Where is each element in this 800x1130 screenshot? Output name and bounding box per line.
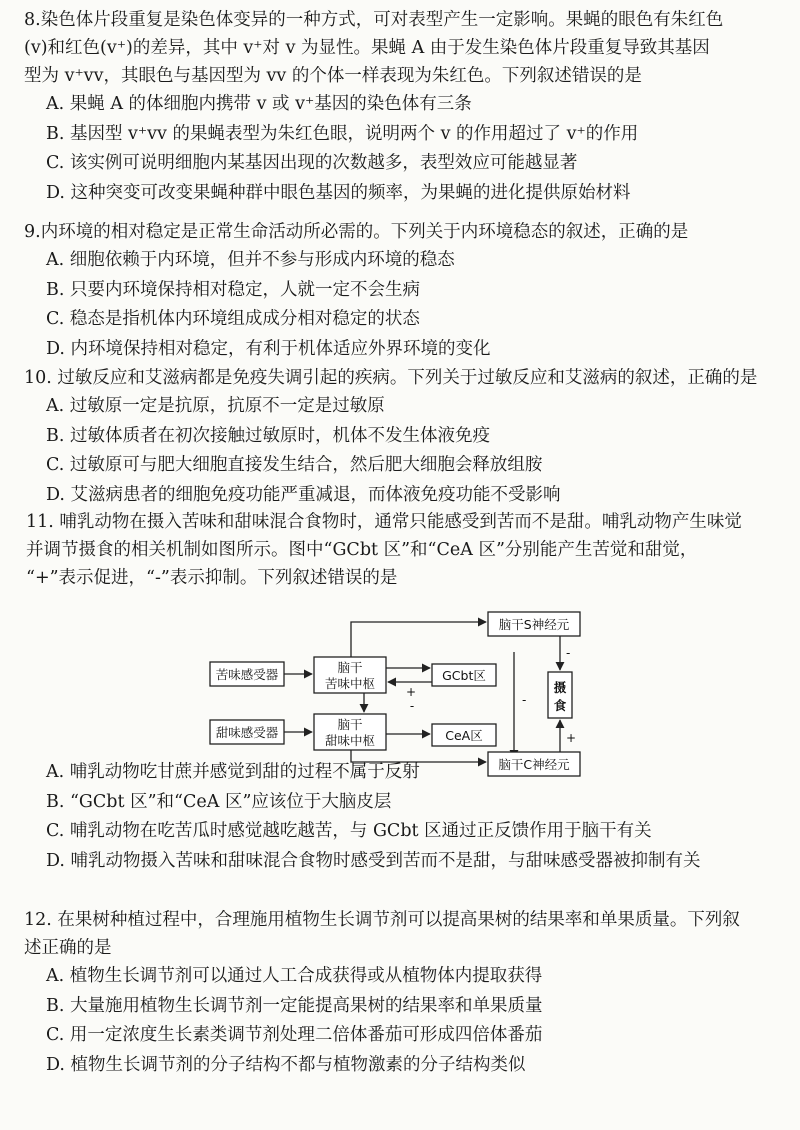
option-b[interactable]: B. 只要内环境保持相对稳定，人就一定不会生病 (46, 279, 420, 300)
option-b[interactable]: B. 过敏体质者在初次接触过敏原时，机体不发生体液免疫 (46, 425, 490, 446)
option-b[interactable]: B. 基因型 v⁺vv 的果蝇表型为朱红色眼，说明两个 v 的作用超过了 v⁺的作用 (46, 123, 639, 144)
option-d[interactable]: D. 艾滋病患者的细胞免疫功能严重减退，而体液免疫功能不受影响 (46, 484, 561, 505)
option-a[interactable]: A. 哺乳动物吃甘蔗并感觉到甜的过程不属于反射 (46, 762, 420, 782)
option-c[interactable]: C. 该实例可说明细胞内某基因出现的次数越多，表型效应可能越显著 (46, 153, 578, 173)
option-b[interactable]: B. “GCbt 区”和“CeA 区”应该位于大脑皮层 (46, 791, 392, 812)
option-a[interactable]: A. 果蝇 A 的体细胞内携带 v 或 v⁺基因的染色体有三条 (46, 94, 472, 114)
s-neuron-label: 脑干S神经元 (498, 617, 570, 632)
option-list (24, 90, 784, 208)
option-d[interactable]: D. 内环境保持相对稳定，有利于机体适应外界环境的变化 (46, 338, 491, 359)
question-stem (24, 364, 784, 392)
stem-line: 9.内环境的相对稳定是正常生命活动所必需的。下列关于内环境稳态的叙述，正确的是 (24, 222, 689, 242)
feeding-label-2: 食 (553, 698, 567, 713)
option-c[interactable]: C. 哺乳动物在吃苦瓜时感觉越吃越苦，与 GCbt 区通过正反馈作用于脑干有关 (46, 821, 652, 841)
stem-line: 并调节摄食的相关机制如图所示。图中“GCbt 区”和“CeA 区”分别能产生苦觉和甜觉， (26, 540, 698, 560)
option-list (24, 392, 784, 510)
question-9 (24, 218, 784, 364)
arrow-bitter-to-s (351, 622, 486, 657)
option-b[interactable]: B. 大量施用植物生长调节剂一定能提高果树的结果率和单果质量 (46, 995, 543, 1016)
option-d[interactable]: D. 哺乳动物摄入苦味和甜味混合食物时感受到苦而不是甜，与甜味感受器被抑制有关 (46, 850, 701, 871)
cea-label: CeA区 (445, 728, 483, 743)
stem-line: 12. 在果树种植过程中，合理施用植物生长调节剂可以提高果树的结果率和单果质量。下列叙 (24, 910, 740, 930)
stem-line: 8.染色体片段重复是染色体变异的一种方式，可对表型产生一定影响。果蝇的眼色有朱红色 (24, 10, 724, 30)
option-a[interactable]: A. 植物生长调节剂可以通过人工合成获得或从植物体内提取获得 (46, 966, 543, 986)
stem-line: (v)和红色(v⁺)的差异，其中 v⁺对 v 为显性。果蝇 A 由于发生染色体片段重复导致其基因 (24, 38, 710, 58)
question-12 (24, 906, 784, 1080)
sweet-center-label-2: 甜味中枢 (324, 733, 376, 748)
question-stem (24, 906, 784, 962)
minus-sign: - (409, 699, 415, 713)
gcbt-label: GCbt区 (442, 668, 486, 683)
question-stem (24, 218, 784, 246)
option-c[interactable]: C. 过敏原可与肥大细胞直接发生结合，然后肥大细胞会释放组胺 (46, 455, 543, 475)
question-stem (24, 508, 784, 592)
diagram-svg (196, 612, 596, 788)
minus-sign: - (522, 693, 527, 707)
bitter-receptor-label: 苦味感受器 (215, 667, 279, 682)
bitter-center-label-2: 苦味中枢 (324, 676, 376, 691)
option-a[interactable]: A. 细胞依赖于内环境，但并不参与形成内环境的稳态 (46, 250, 455, 270)
plus-sign: + (566, 731, 577, 745)
option-d[interactable]: D. 植物生长调节剂的分子结构不都与植物激素的分子结构类似 (46, 1054, 526, 1075)
sweet-center-label-1: 脑干 (337, 717, 363, 732)
option-list (24, 246, 784, 364)
question-10 (24, 364, 784, 510)
taste-mechanism-diagram (196, 612, 596, 788)
plus-sign: + (405, 685, 417, 699)
minus-sign: - (566, 646, 571, 660)
question-8 (24, 6, 784, 208)
c-neuron-label: 脑干C神经元 (498, 757, 570, 772)
stem-line: 述正确的是 (24, 938, 112, 958)
stem-line: 10. 过敏反应和艾滋病都是免疫失调引起的疾病。下列关于过敏反应和艾滋病的叙述，正确的是 (24, 368, 758, 388)
question-stem (24, 6, 784, 90)
stem-line: 型为 v⁺vv，其眼色与基因型为 vv 的个体一样表现为朱红色。下列叙述错误的是 (24, 66, 642, 86)
sweet-receptor-label: 甜味感受器 (215, 725, 279, 740)
option-a[interactable]: A. 过敏原一定是抗原，抗原不一定是过敏原 (46, 396, 385, 416)
option-c[interactable]: C. 用一定浓度生长素类调节剂处理二倍体番茄可形成四倍体番茄 (46, 1025, 543, 1045)
feeding-label-1: 摄 (553, 680, 567, 695)
stem-line: “+”表示促进，“-”表示抑制。下列叙述错误的是 (26, 568, 398, 588)
bitter-center-label-1: 脑干 (337, 660, 363, 675)
option-d[interactable]: D. 这种突变可改变果蝇种群中眼色基因的频率，为果蝇的进化提供原始材料 (46, 182, 631, 203)
option-list (24, 962, 784, 1080)
stem-line: 11. 哺乳动物在摄入苦味和甜味混合食物时，通常只能感受到苦而不是甜。哺乳动物产生味觉 (26, 512, 742, 532)
option-c[interactable]: C. 稳态是指机体内环境组成成分相对稳定的状态 (46, 309, 420, 329)
